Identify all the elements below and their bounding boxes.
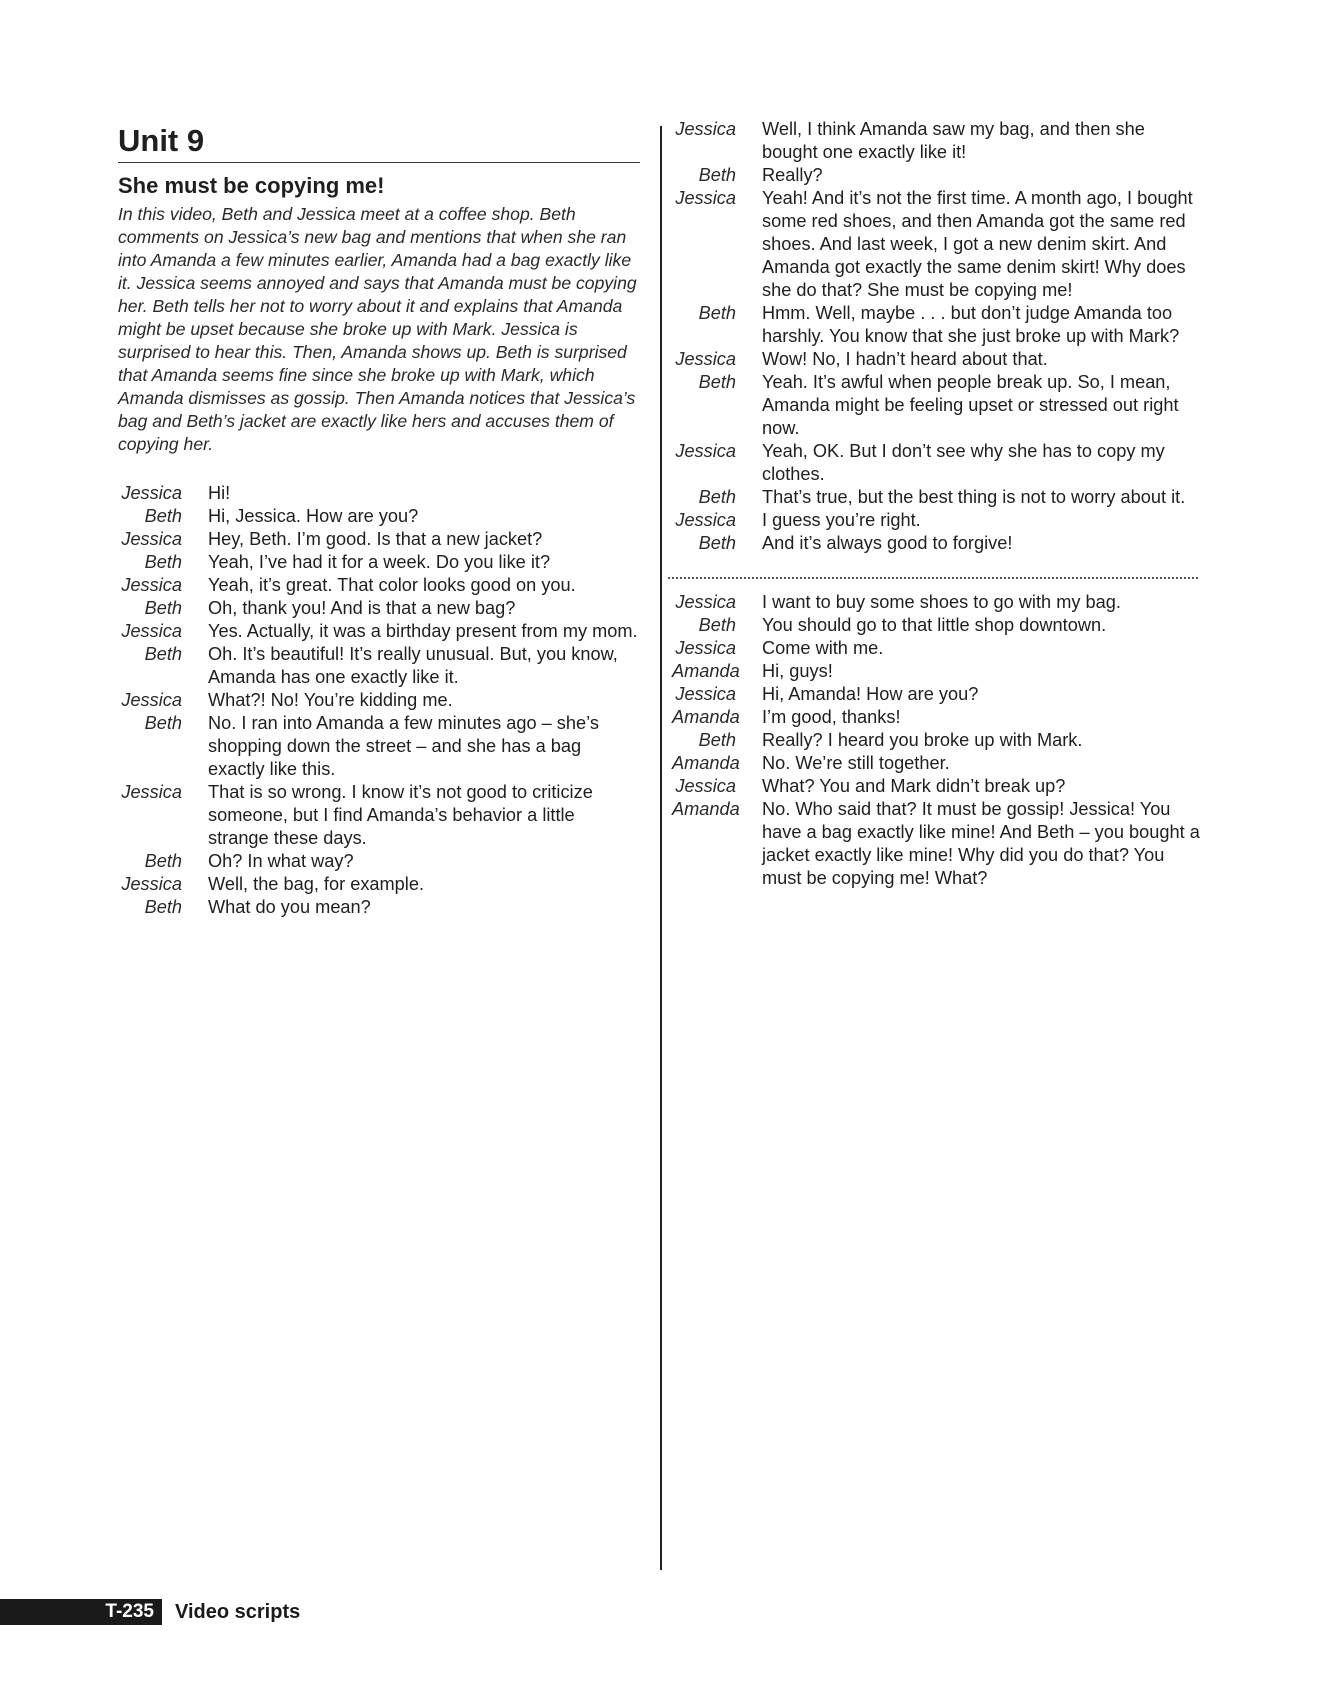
speech-text: What?! No! You’re kidding me. [208,690,453,710]
dialogue-line [118,689,640,712]
dialogue-line [672,348,1204,371]
speaker-name: Beth [144,644,182,664]
speech-text: Oh. It’s beautiful! It’s really unusual. But, you know, Amanda has one exactly like it. [208,644,618,687]
speaker-name: Beth [144,713,182,733]
speaker-name: Beth [144,851,182,871]
dialogue-line [672,660,1204,683]
speech-text: Yeah, it’s great. That color looks good on you. [208,575,576,595]
speech-text: Hey, Beth. I’m good. Is that a new jacket? [208,529,543,549]
speech-text: Come with me. [762,638,884,658]
speech-text: Yeah! And it’s not the first time. A month ago, I bought some red shoes, and then Amanda got the same red shoes. And last week, I got a new denim skirt. And Amanda got exactly the same denim skirt! Why does she do that? She must be copying me! [762,188,1193,300]
left-column [118,122,640,919]
dialogue-line [672,532,1204,555]
speech-text: That is so wrong. I know it’s not good to criticize someone, but I find Amanda’s behavior a little strange these days. [208,782,593,848]
dialogue-line [672,729,1204,752]
speech-text: I want to buy some shoes to go with my bag. [762,592,1121,612]
speaker-name: Jessica [121,621,182,641]
speech-text: Hi, guys! [762,661,833,681]
speaker-name: Beth [698,372,736,392]
speaker-name: Jessica [121,782,182,802]
dialogue-line [672,440,1204,486]
dialogue-line [672,775,1204,798]
speech-text: Oh, thank you! And is that a new bag? [208,598,516,618]
speaker-name: Jessica [675,592,736,612]
speech-text: Yeah, OK. But I don’t see why she has to copy my clothes. [762,441,1165,484]
speech-text: Really? I heard you broke up with Mark. [762,730,1083,750]
speaker-name: Beth [698,730,736,750]
speech-text: No. I ran into Amanda a few minutes ago – she’s shopping down the street – and she has a bag exactly like this. [208,713,599,779]
intro-paragraph: In this video, Beth and Jessica meet at a coffee shop. Beth comments on Jessica’s new bag and mentions that when she ran into Amanda a few minutes earlier, Amanda had a bag exactly like it. Jessica seems annoyed and says that Amanda must be copying her. Beth tells her not to worry about it and explains that Amanda might be upset because she broke up with Mark. Jessica is surprised to hear this. Then, Amanda shows up. Beth is surprised that Amanda seems fine since she broke up with Mark, which Amanda dismisses as gossip. Then Amanda notices that Jessica’s bag and Beth’s jacket are exactly like hers and accuses them of copying her. [118,204,637,454]
dialogue-line [118,528,640,551]
dialogue-line [672,637,1204,660]
speech-text: Hi, Amanda! How are you? [762,684,979,704]
speaker-name: Beth [144,552,182,572]
speech-text: And it’s always good to forgive! [762,533,1013,553]
speaker-name: Beth [698,487,736,507]
speaker-name: Jessica [675,119,736,139]
dialogue-line [118,873,640,896]
speech-text: No. We’re still together. [762,753,950,773]
speech-text: Hi, Jessica. How are you? [208,506,419,526]
speaker-name: Jessica [675,188,736,208]
dialogue-line [118,896,640,919]
dialogue-line [118,850,640,873]
dialogue-right-part-2 [672,591,1204,890]
dialogue-line [672,509,1204,532]
page-number: T-235 [0,1599,162,1625]
dialogue-line [672,187,1204,302]
unit-title: Unit 9 [118,122,640,163]
speaker-name: Jessica [675,510,736,530]
speaker-name: Amanda [672,661,740,681]
scene-break-divider [668,577,1198,579]
page-footer [0,1599,300,1625]
dialogue-line [118,643,640,689]
dialogue-line [118,482,640,505]
speaker-name: Beth [698,303,736,323]
dialogue-line [118,781,640,850]
dialogue-line [118,574,640,597]
speaker-name: Jessica [675,684,736,704]
speech-text: Well, I think Amanda saw my bag, and then she bought one exactly like it! [762,119,1145,162]
column-divider [660,126,662,1570]
dialogue-line [672,798,1204,890]
speaker-name: Beth [144,897,182,917]
dialogue-line [672,164,1204,187]
dialogue-line [118,712,640,781]
speaker-name: Amanda [672,707,740,727]
dialogue-line [672,614,1204,637]
speaker-name: Jessica [121,874,182,894]
speaker-name: Jessica [675,349,736,369]
speech-text: Hi! [208,483,231,503]
dialogue-line [118,620,640,643]
dialogue-line [118,551,640,574]
dialogue-line [672,752,1204,775]
speaker-name: Beth [698,615,736,635]
section-label: Video scripts [175,1600,301,1623]
speech-text: What do you mean? [208,897,371,917]
dialogue-left [118,482,640,919]
speech-text: Really? [762,165,823,185]
speech-text: Oh? In what way? [208,851,354,871]
speaker-name: Beth [698,533,736,553]
dialogue-right-part-1 [672,118,1204,555]
dialogue-line [672,591,1204,614]
right-column [672,118,1204,890]
dialogue-line [672,118,1204,164]
speech-text: Yeah. It’s awful when people break up. So, I mean, Amanda might be feeling upset or stressed out right now. [762,372,1179,438]
dialogue-line [672,706,1204,729]
speech-text: You should go to that little shop downtown. [762,615,1107,635]
dialogue-line [672,302,1204,348]
episode-title: She must be copying me! [118,173,385,198]
dialogue-line [672,683,1204,706]
speech-text: I’m good, thanks! [762,707,901,727]
speech-text: What? You and Mark didn’t break up? [762,776,1066,796]
speaker-name: Jessica [675,441,736,461]
speaker-name: Beth [698,165,736,185]
dialogue-line [672,486,1204,509]
speaker-name: Amanda [672,753,740,773]
speech-text: Yeah, I’ve had it for a week. Do you like it? [208,552,551,572]
speech-text: Wow! No, I hadn’t heard about that. [762,349,1048,369]
speech-text: No. Who said that? It must be gossip! Jessica! You have a bag exactly like mine! And Beth – you bought a jacket exactly like mine! Why did you do that? You must be copying me! What? [762,799,1200,888]
speaker-name: Amanda [672,799,740,819]
speaker-name: Jessica [121,690,182,710]
speaker-name: Jessica [675,638,736,658]
dialogue-line [118,597,640,620]
dialogue-line [118,505,640,528]
speech-text: Well, the bag, for example. [208,874,425,894]
speech-text: Hmm. Well, maybe . . . but don’t judge Amanda too harshly. You know that she just broke up with Mark? [762,303,1180,346]
speaker-name: Beth [144,506,182,526]
speaker-name: Jessica [121,575,182,595]
speaker-name: Beth [144,598,182,618]
dialogue-line [672,371,1204,440]
speech-text: That’s true, but the best thing is not to worry about it. [762,487,1186,507]
speaker-name: Jessica [675,776,736,796]
speech-text: I guess you’re right. [762,510,921,530]
speaker-name: Jessica [121,529,182,549]
speaker-name: Jessica [121,483,182,503]
speech-text: Yes. Actually, it was a birthday present from my mom. [208,621,638,641]
